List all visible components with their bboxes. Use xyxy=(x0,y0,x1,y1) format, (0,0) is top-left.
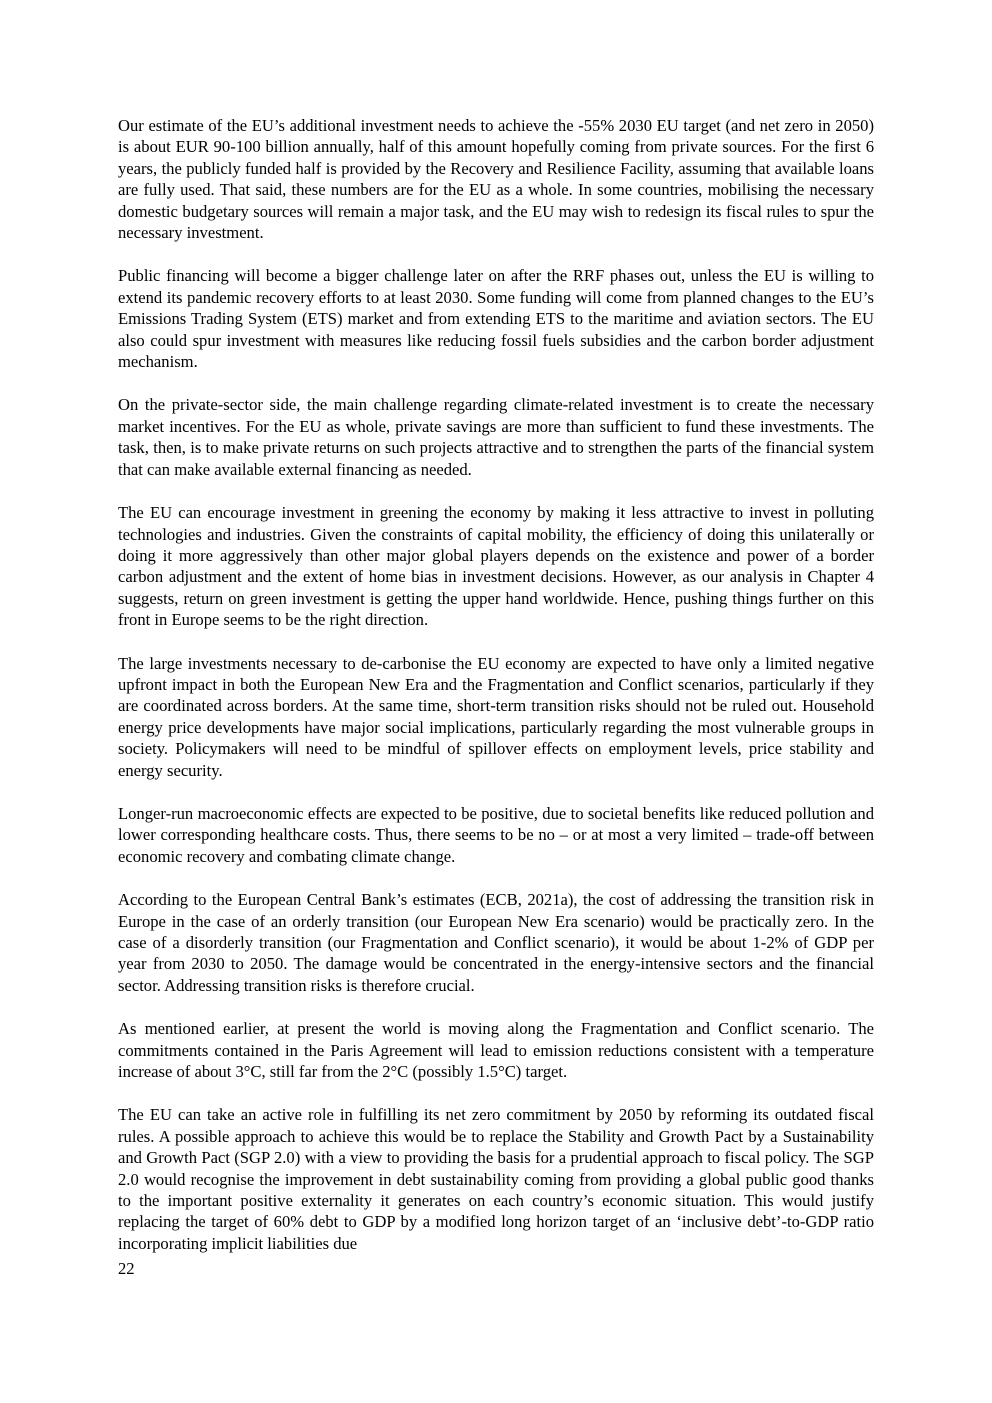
paragraph-6: Longer-run macroeconomic effects are expected to be positive, due to societal benefits like reduced pollution and lower corresponding healthcare costs. Thus, there seems to be no – or at most a very limited – trade-off between economic recovery and combating climate change. xyxy=(118,803,874,866)
paragraph-2: Public financing will become a bigger challenge later on after the RRF phases out, unless the EU is willing to extend its pandemic recovery efforts to at least 2030. Some funding will come from planned changes to the EU’s Emissions Trading System (ETS) market and from extending ETS to the maritime and aviation sectors. The EU also could spur investment with measures like reducing fossil fuels subsidies and the carbon border adjustment mechanism. xyxy=(118,266,874,372)
paragraph-9: The EU can take an active role in fulfilling its net zero commitment by 2050 by reforming its outdated fiscal rules. A possible approach to achieve this would be to replace the Stability and Growth Pact by a Sustainability and Growth Pact (SGP 2.0) with a view to providing the basis for a prudential approach to fiscal policy. The SGP 2.0 would recognise the improvement in debt sustainability coming from providing a global public good thanks to the important positive externality it generates on each country’s economic situation. This would justify replacing the target of 60% debt to GDP by a modified long horizon target of an ‘inclusive debt’-to-GDP ratio incorporating implicit liabilities due xyxy=(118,1105,874,1253)
page-number: 22 xyxy=(118,1259,135,1278)
paragraph-8: As mentioned earlier, at present the world is moving along the Fragmentation and Conflict scenario. The commitments contained in the Paris Agreement will lead to emission reductions consistent with a temperature increase of about 3°C, still far from the 2°C (possibly 1.5°C) target. xyxy=(118,1019,874,1082)
paragraph-7: According to the European Central Bank’s estimates (ECB, 2021a), the cost of addressing the transition risk in Europe in the case of an orderly transition (our European New Era scenario) would be practically zero. In the case of a disorderly transition (our Fragmentation and Conflict scenario), it would be about 1-2% of GDP per year from 2030 to 2050. The damage would be concentrated in the energy-intensive sectors and the financial sector. Addressing transition risks is therefore crucial. xyxy=(118,890,874,995)
paragraph-3: On the private-sector side, the main challenge regarding climate-related investment is to create the necessary market incentives. For the EU as whole, private savings are more than sufficient to fund these investments. The task, then, is to make private returns on such projects attractive and to strengthen the parts of the financial system that can make available external financing as needed. xyxy=(118,395,874,479)
paragraph-5: The large investments necessary to de-carbonise the EU economy are expected to have only a limited negative upfront impact in both the European New Era and the Fragmentation and Conflict scenarios, particularly if they are coordinated across borders. At the same time, short-term transition risks should not be ruled out. Household energy price developments have major social implications, particularly regarding the most vulnerable groups in society. Policymakers will need to be mindful of spillover effects on employment levels, price stability and energy security. xyxy=(118,653,874,780)
paragraph-1: Our estimate of the EU’s additional investment needs to achieve the -55% 2030 EU target (and net zero in 2050) is about EUR 90-100 billion annually, half of this amount hopefully coming from private sources. For the first 6 years, the publicly funded half is provided by the Recovery and Resilience Facility, assuming that available loans are fully used. That said, these numbers are for the EU as a whole. In some countries, mobilising the necessary domestic budgetary sources will remain a major task, and the EU may wish to redesign its fiscal rules to spur the necessary investment. xyxy=(118,116,874,243)
document-body xyxy=(118,115,874,1276)
paragraph-4: The EU can encourage investment in greening the economy by making it less attractive to invest in polluting technologies and industries. Given the constraints of capital mobility, the efficiency of doing this unilaterally or doing it more aggressively than other major global players depends on the existence and power of a border carbon adjustment and the extent of home bias in investment decisions. However, as our analysis in Chapter 4 suggests, return on green investment is getting the upper hand worldwide. Hence, pushing things further on this front in Europe seems to be the right direction. xyxy=(118,503,874,630)
